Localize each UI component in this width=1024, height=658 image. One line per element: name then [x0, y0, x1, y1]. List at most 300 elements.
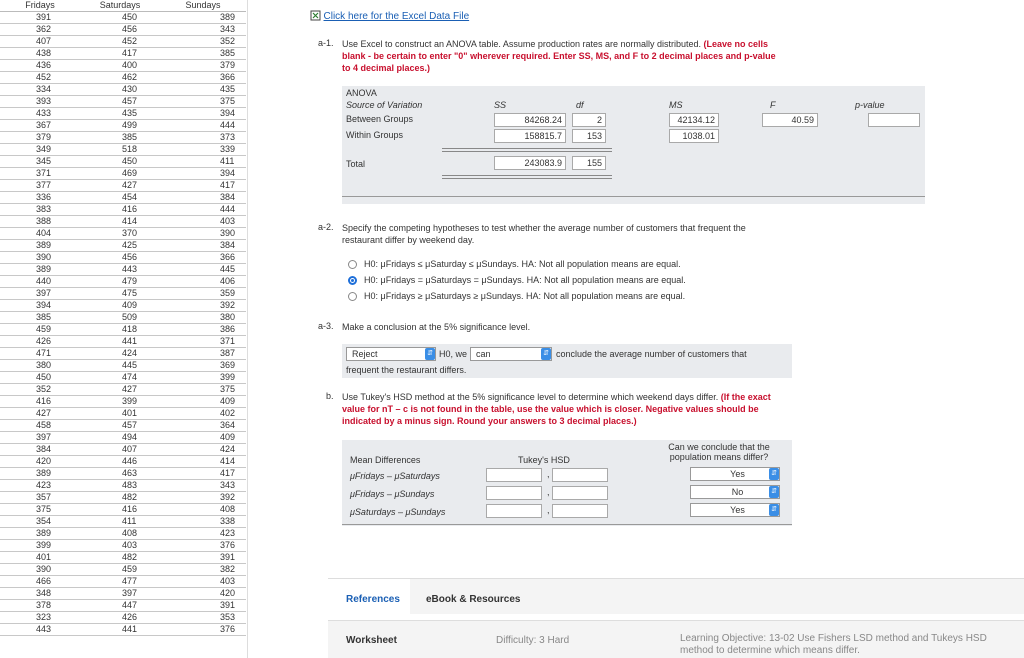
table-cell: 384: [160, 192, 246, 204]
table-cell: 409: [160, 432, 246, 444]
table-cell: 359: [160, 288, 246, 300]
table-cell: 418: [80, 324, 160, 336]
tab-ebook[interactable]: [426, 594, 520, 605]
data-table: [0, 0, 246, 636]
data-table-header: [0, 0, 246, 12]
header-pvalue: p-value: [855, 100, 885, 110]
table-cell: 390: [160, 228, 246, 240]
table-cell: 334: [0, 84, 80, 96]
table-cell: 394: [160, 168, 246, 180]
tukey-bottom-border: [342, 524, 792, 525]
table-row: [0, 300, 246, 312]
can-select-value: can: [476, 349, 491, 359]
between-ms-input[interactable]: 42134.12: [669, 113, 719, 127]
table-cell: 424: [80, 348, 160, 360]
conclusion-end: conclude the average number of customers that: [556, 349, 747, 359]
table-row: [0, 144, 246, 156]
tukey-upper-input[interactable]: [552, 468, 608, 482]
a1-number: a-1.: [318, 38, 334, 48]
table-cell: 385: [80, 132, 160, 144]
tukey-row-label: μFridays – μSundays: [350, 489, 435, 499]
table-cell: 509: [80, 312, 160, 324]
tukey-row-label: μSaturdays – μSundays: [350, 507, 446, 517]
table-row: [0, 132, 246, 144]
table-row: [0, 420, 246, 432]
tukey-lower-input[interactable]: [486, 468, 542, 482]
table-row: [0, 108, 246, 120]
table-cell: 443: [0, 624, 80, 636]
within-ss-input[interactable]: 158815.7: [494, 129, 566, 143]
table-row: [0, 612, 246, 624]
table-cell: 392: [160, 300, 246, 312]
table-cell: 389: [0, 240, 80, 252]
table-cell: 390: [0, 564, 80, 576]
option-1-h0: H0: μFridays ≤ μSaturday ≤ μSundays.: [364, 259, 519, 269]
table-cell: 371: [160, 336, 246, 348]
table-cell: 416: [80, 504, 160, 516]
table-cell: 394: [0, 300, 80, 312]
table-cell: 323: [0, 612, 80, 624]
table-cell: 475: [80, 288, 160, 300]
table-cell: 445: [80, 360, 160, 372]
table-cell: 417: [80, 48, 160, 60]
table-row: [0, 156, 246, 168]
excel-link-text[interactable]: Click here for the Excel Data File: [323, 11, 470, 22]
tukey-table: [342, 440, 792, 526]
table-cell: 371: [0, 168, 80, 180]
a3-text: Make a conclusion at the 5% significance level.: [342, 322, 531, 332]
comma: ,: [547, 505, 550, 515]
table-row: [0, 204, 246, 216]
table-cell: 387: [160, 348, 246, 360]
table-row: [0, 528, 246, 540]
table-cell: 373: [160, 132, 246, 144]
tabs-bar: [328, 578, 1024, 614]
table-cell: 477: [80, 576, 160, 588]
table-cell: 424: [160, 444, 246, 456]
radio-option-2[interactable]: [348, 276, 357, 285]
table-cell: 380: [0, 360, 80, 372]
tab-ebook-label: eBook & Resources: [426, 594, 521, 605]
table-cell: 384: [160, 240, 246, 252]
table-cell: 375: [0, 504, 80, 516]
table-cell: 386: [160, 324, 246, 336]
table-cell: 471: [0, 348, 80, 360]
table-cell: 459: [0, 324, 80, 336]
conclusion-mid: H0, we: [439, 349, 468, 359]
row-between-label: Between Groups: [346, 114, 414, 124]
anova-separator: [442, 175, 612, 176]
table-cell: 417: [160, 180, 246, 192]
chevron-down-icon: ⇵: [769, 468, 779, 480]
option-3-h0: H0: μFridays ≥ μSaturdays ≥ μSundays.: [364, 291, 524, 301]
table-cell: 457: [80, 96, 160, 108]
table-cell: 343: [160, 480, 246, 492]
can-select[interactable]: [470, 347, 552, 361]
table-cell: 378: [0, 600, 80, 612]
table-row: [0, 480, 246, 492]
table-cell: 416: [0, 396, 80, 408]
table-cell: 362: [0, 24, 80, 36]
table-cell: 474: [80, 372, 160, 384]
table-row: [0, 552, 246, 564]
table-cell: 385: [160, 48, 246, 60]
reject-select-value: Reject: [352, 349, 378, 359]
table-cell: 391: [160, 552, 246, 564]
table-cell: 399: [80, 396, 160, 408]
table-row: [0, 372, 246, 384]
radio-option-1[interactable]: [348, 260, 357, 269]
table-cell: 369: [160, 360, 246, 372]
conclude-select-value: Yes: [730, 469, 745, 479]
table-row: [0, 288, 246, 300]
table-row: [0, 408, 246, 420]
table-cell: 343: [160, 24, 246, 36]
table-cell: 397: [80, 588, 160, 600]
table-cell: 426: [0, 336, 80, 348]
table-row: [0, 24, 246, 36]
table-cell: 400: [80, 60, 160, 72]
chevron-down-icon: ⇵: [541, 348, 551, 360]
table-row: [0, 468, 246, 480]
table-cell: 457: [80, 420, 160, 432]
option-2-h0: H0: μFridays = μSaturdays = μSundays.: [364, 275, 525, 285]
table-cell: 376: [160, 540, 246, 552]
anova-separator: [442, 178, 612, 179]
table-cell: 379: [0, 132, 80, 144]
table-cell: 420: [0, 456, 80, 468]
table-cell: 414: [160, 456, 246, 468]
table-cell: 452: [80, 36, 160, 48]
table-cell: 427: [80, 384, 160, 396]
table-cell: 479: [80, 276, 160, 288]
table-cell: 450: [80, 156, 160, 168]
table-cell: 411: [160, 156, 246, 168]
a1-text: Use Excel to construct an ANOVA table. Assume production rates are normally distributed.: [342, 39, 702, 49]
table-row: [0, 576, 246, 588]
b-number: b.: [326, 391, 334, 401]
table-cell: 438: [0, 48, 80, 60]
comma: ,: [547, 487, 550, 497]
table-row: [0, 168, 246, 180]
table-cell: 447: [80, 600, 160, 612]
table-cell: 393: [0, 96, 80, 108]
table-row: [0, 432, 246, 444]
table-cell: 444: [160, 204, 246, 216]
table-cell: 404: [0, 228, 80, 240]
table-cell: 454: [80, 192, 160, 204]
table-cell: 446: [80, 456, 160, 468]
total-df-input[interactable]: 155: [572, 156, 606, 170]
a1-instruction: (Leave no cells blank - be certain to enter "0" wherever required. Enter SS, MS, and F to 2 decimal places and p-value to 4 decimal places.): [342, 39, 776, 73]
table-cell: 420: [160, 588, 246, 600]
table-cell: 345: [0, 156, 80, 168]
chevron-down-icon: ⇵: [769, 504, 779, 516]
table-cell: 339: [160, 144, 246, 156]
table-cell: 409: [80, 300, 160, 312]
table-row: [0, 96, 246, 108]
between-df-input[interactable]: 2: [572, 113, 606, 127]
table-row: [0, 312, 246, 324]
table-cell: 403: [160, 216, 246, 228]
table-cell: 388: [0, 216, 80, 228]
table-cell: 391: [160, 600, 246, 612]
tab-references-label: References: [346, 594, 400, 605]
table-row: [0, 600, 246, 612]
between-pvalue-input[interactable]: [868, 113, 920, 127]
table-cell: 423: [160, 528, 246, 540]
table-cell: 482: [80, 552, 160, 564]
comma: ,: [547, 469, 550, 479]
a2-number: a-2.: [318, 222, 334, 232]
table-cell: 407: [80, 444, 160, 456]
table-cell: 407: [0, 36, 80, 48]
table-cell: 399: [0, 540, 80, 552]
table-cell: 397: [0, 432, 80, 444]
table-cell: 402: [160, 408, 246, 420]
table-cell: 375: [160, 384, 246, 396]
header-df: df: [576, 100, 584, 110]
table-cell: 401: [0, 552, 80, 564]
table-cell: 366: [160, 252, 246, 264]
conclude-select-value: Yes: [730, 505, 745, 515]
table-row: [0, 396, 246, 408]
table-row: [0, 276, 246, 288]
table-cell: 444: [160, 120, 246, 132]
reject-select[interactable]: [346, 347, 436, 361]
table-cell: 450: [0, 372, 80, 384]
table-cell: 389: [160, 12, 246, 24]
table-row: [0, 216, 246, 228]
learning-objective: Learning Objective: 13-02 Use Fishers LSD method and Tukeys HSD method to determine which means differ.: [680, 633, 987, 656]
table-cell: 452: [0, 72, 80, 84]
table-row: [0, 588, 246, 600]
header-ms: MS: [669, 100, 683, 110]
excel-file-icon: [310, 10, 321, 21]
a2-text: Specify the competing hypotheses to test whether the average number of customers that frequent the restaurant differ by weekend day.: [342, 223, 746, 245]
table-cell: 499: [80, 120, 160, 132]
chevron-down-icon: ⇵: [769, 486, 779, 498]
table-row: [0, 240, 246, 252]
row-total-label: Total: [346, 159, 366, 169]
option-1-ha: HA: Not all population means are equal.: [521, 259, 681, 269]
table-row: [0, 540, 246, 552]
table-cell: 352: [0, 384, 80, 396]
table-row: [0, 252, 246, 264]
table-row: [0, 504, 246, 516]
between-ss-input[interactable]: 84268.24: [494, 113, 566, 127]
table-cell: 459: [80, 564, 160, 576]
table-cell: 403: [80, 540, 160, 552]
table-cell: 440: [0, 276, 80, 288]
table-cell: 456: [80, 252, 160, 264]
table-cell: 392: [160, 492, 246, 504]
table-cell: 391: [0, 12, 80, 24]
table-cell: 394: [160, 108, 246, 120]
table-row: [0, 324, 246, 336]
table-row: [0, 264, 246, 276]
table-cell: 399: [160, 372, 246, 384]
table-cell: 409: [160, 396, 246, 408]
table-cell: 357: [0, 492, 80, 504]
table-row: [0, 444, 246, 456]
anova-separator: [442, 151, 612, 152]
question-content: [248, 0, 1024, 658]
conclusion-end-2: frequent the restaurant differs.: [346, 365, 467, 375]
table-cell: 456: [80, 24, 160, 36]
table-cell: 352: [160, 36, 246, 48]
header-source: Source of Variation: [346, 100, 423, 110]
table-cell: 389: [0, 528, 80, 540]
b-question: [342, 391, 782, 427]
table-row: [0, 228, 246, 240]
a3-number: a-3.: [318, 321, 334, 331]
chevron-down-icon: ⇵: [425, 348, 435, 360]
table-cell: 349: [0, 144, 80, 156]
table-cell: 384: [0, 444, 80, 456]
table-row: [0, 348, 246, 360]
conclude-select-value: No: [731, 487, 744, 497]
table-cell: 411: [80, 516, 160, 528]
header-can-conclude: Can we conclude that the population means differ?: [668, 442, 770, 462]
conclude-select[interactable]: [690, 485, 780, 499]
option-3-ha: HA: Not all population means are equal.: [526, 291, 686, 301]
table-cell: 435: [160, 84, 246, 96]
anova-bottom-border: [342, 196, 925, 197]
table-cell: 441: [80, 624, 160, 636]
table-cell: 383: [0, 204, 80, 216]
table-row: [0, 48, 246, 60]
table-row: [0, 492, 246, 504]
anova-title: ANOVA: [346, 88, 377, 98]
table-cell: 382: [160, 564, 246, 576]
table-cell: 416: [80, 204, 160, 216]
table-cell: 423: [0, 480, 80, 492]
footer-bar: [328, 620, 1024, 658]
table-cell: 389: [0, 264, 80, 276]
tab-references[interactable]: [328, 579, 410, 615]
table-cell: 518: [80, 144, 160, 156]
table-cell: 445: [160, 264, 246, 276]
table-row: [0, 72, 246, 84]
col-header-saturdays: Saturdays: [80, 0, 160, 12]
table-cell: 441: [80, 336, 160, 348]
table-cell: 379: [160, 60, 246, 72]
table-row: [0, 360, 246, 372]
table-cell: 380: [160, 312, 246, 324]
table-row: [0, 120, 246, 132]
table-row: [0, 456, 246, 468]
table-row: [0, 192, 246, 204]
table-cell: 494: [80, 432, 160, 444]
table-cell: 336: [0, 192, 80, 204]
table-cell: 390: [0, 252, 80, 264]
header-ss: SS: [494, 100, 507, 110]
table-cell: 433: [0, 108, 80, 120]
table-row: [0, 12, 246, 24]
table-row: [0, 564, 246, 576]
data-panel: [0, 0, 248, 658]
header-tukey-hsd: Tukey's HSD: [518, 455, 570, 465]
conclude-select[interactable]: [690, 503, 780, 517]
table-cell: 427: [80, 180, 160, 192]
table-cell: 376: [160, 624, 246, 636]
table-row: [0, 624, 246, 636]
table-cell: 414: [80, 216, 160, 228]
table-row: [0, 516, 246, 528]
table-cell: 367: [0, 120, 80, 132]
radio-option-3[interactable]: [348, 292, 357, 301]
table-cell: 408: [80, 528, 160, 540]
table-cell: 354: [0, 516, 80, 528]
table-cell: 425: [80, 240, 160, 252]
col-header-fridays: Fridays: [0, 0, 80, 12]
within-ms-input[interactable]: 1038.01: [669, 129, 719, 143]
table-cell: 417: [160, 468, 246, 480]
tukey-lower-input[interactable]: [486, 486, 542, 500]
table-cell: 385: [0, 312, 80, 324]
table-cell: 338: [160, 516, 246, 528]
table-cell: 364: [160, 420, 246, 432]
table-row: [0, 36, 246, 48]
table-row: [0, 180, 246, 192]
table-cell: 375: [160, 96, 246, 108]
tukey-upper-input[interactable]: [552, 504, 608, 518]
table-cell: 401: [80, 408, 160, 420]
table-cell: 469: [80, 168, 160, 180]
tukey-lower-input[interactable]: [486, 504, 542, 518]
table-cell: 462: [80, 72, 160, 84]
conclude-select[interactable]: [690, 467, 780, 481]
table-cell: 397: [0, 288, 80, 300]
worksheet-label: Worksheet: [346, 635, 397, 646]
anova-table: [342, 86, 925, 204]
total-ss-input[interactable]: 243083.9: [494, 156, 566, 170]
table-cell: 370: [80, 228, 160, 240]
row-within-label: Within Groups: [346, 130, 404, 140]
table-cell: 436: [0, 60, 80, 72]
table-cell: 483: [80, 480, 160, 492]
b-instruction: (If the exact value for nT – c is not found in the table, use the value which is closer. Negative values should be indicated by a minus sign. Round your answers to 3 decimal places.): [342, 392, 771, 426]
table-cell: 403: [160, 576, 246, 588]
option-2-ha: HA: Not all population means are equal.: [526, 275, 686, 285]
anova-separator: [442, 148, 612, 149]
table-cell: 377: [0, 180, 80, 192]
header-f: F: [770, 100, 776, 110]
table-cell: 426: [80, 612, 160, 624]
table-cell: 463: [80, 468, 160, 480]
table-cell: 435: [80, 108, 160, 120]
table-row: [0, 84, 246, 96]
table-cell: 389: [0, 468, 80, 480]
table-cell: 406: [160, 276, 246, 288]
table-cell: 366: [160, 72, 246, 84]
tukey-upper-input[interactable]: [552, 486, 608, 500]
table-cell: 466: [0, 576, 80, 588]
within-df-input[interactable]: 153: [572, 129, 606, 143]
between-f-input[interactable]: 40.59: [762, 113, 818, 127]
difficulty-label: Difficulty: 3 Hard: [496, 635, 570, 646]
excel-file-link[interactable]: [310, 10, 469, 22]
table-cell: 430: [80, 84, 160, 96]
tukey-row-label: μFridays – μSaturdays: [350, 471, 440, 481]
b-text: Use Tukey's HSD method at the 5% significance level to determine which weekend days differ.: [342, 392, 719, 402]
table-row: [0, 384, 246, 396]
conclusion-box: [342, 344, 792, 378]
table-row: [0, 60, 246, 72]
table-row: [0, 336, 246, 348]
table-cell: 443: [80, 264, 160, 276]
